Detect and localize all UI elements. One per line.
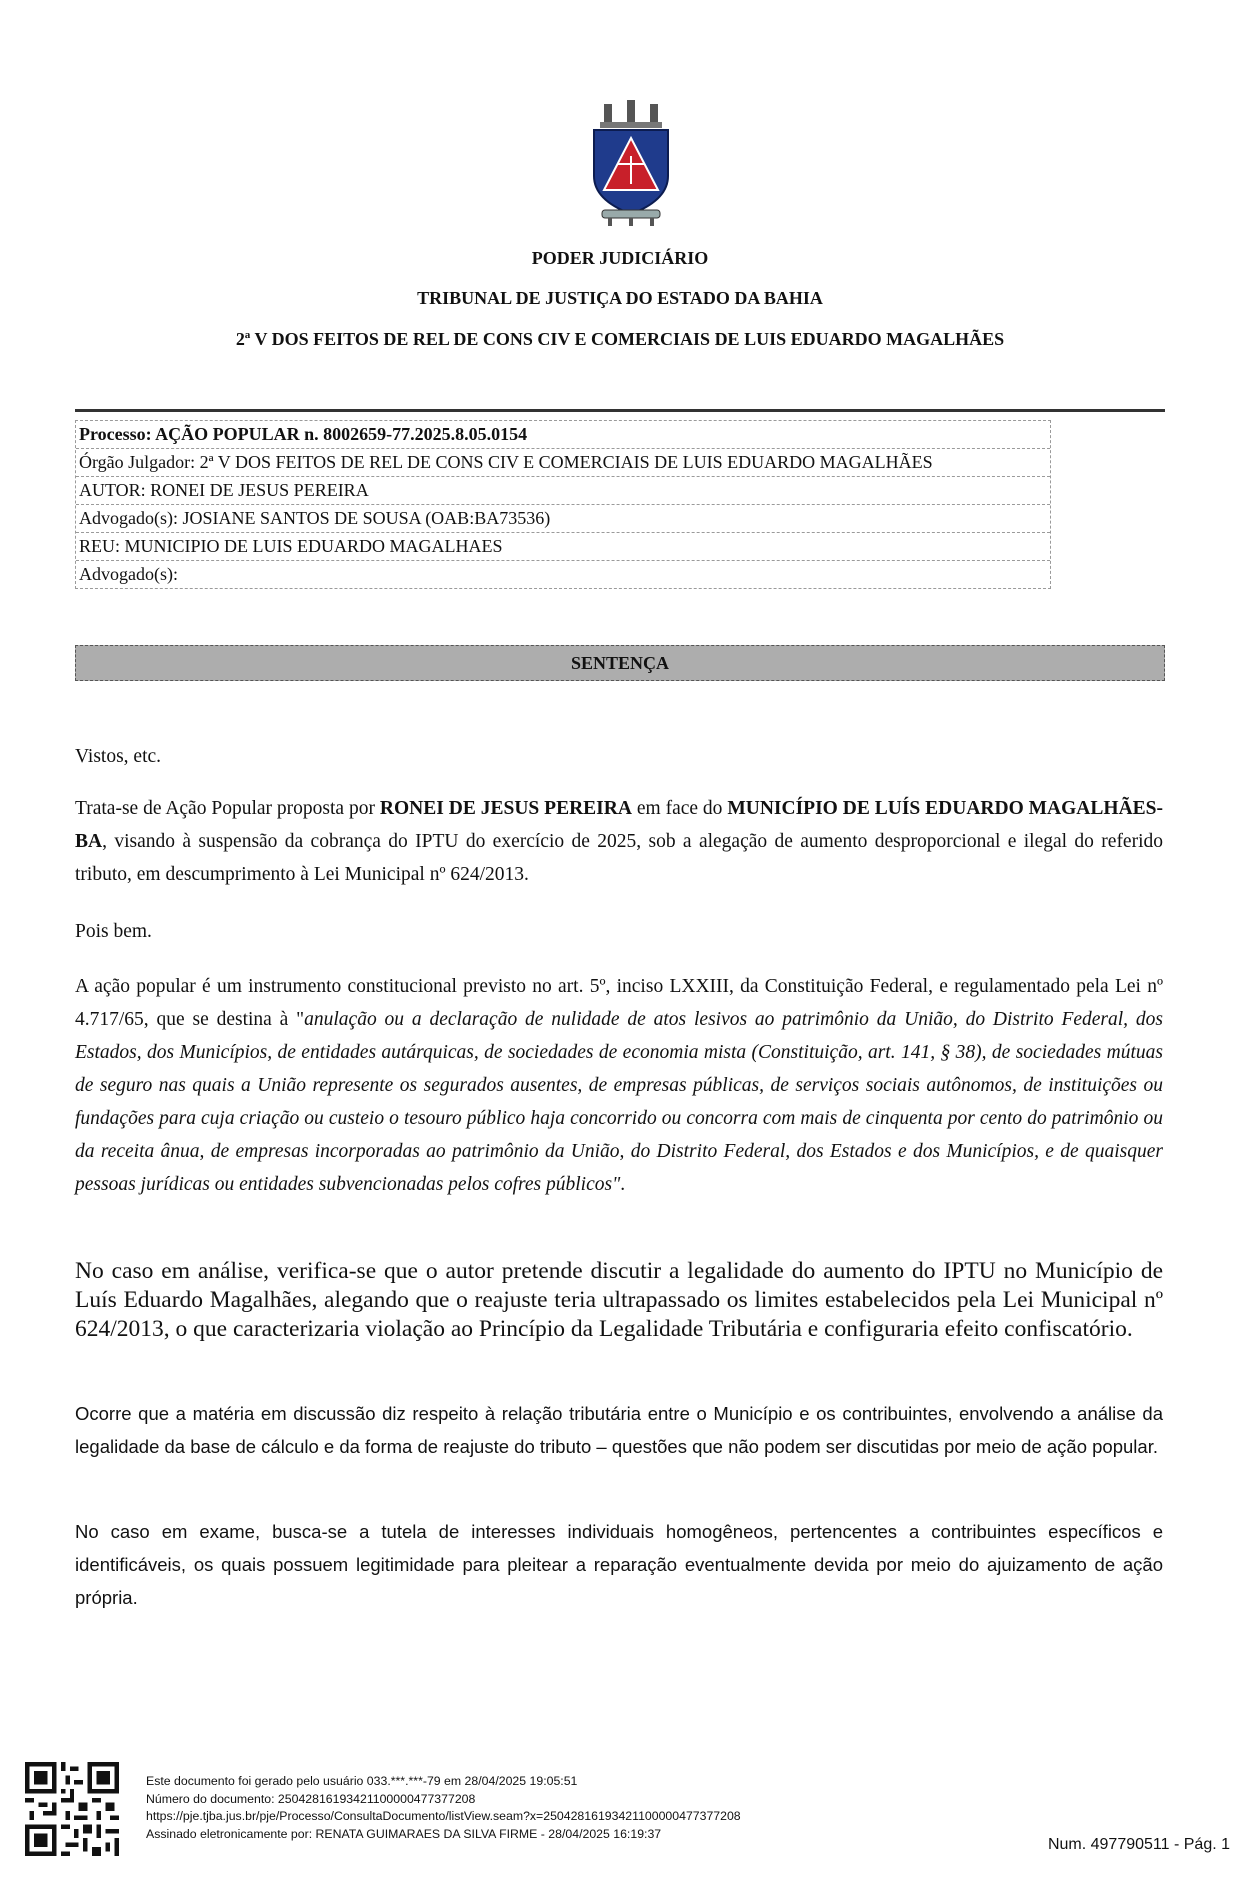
paragraph-acao-popular: A ação popular é um instrumento constitucional previsto no art. 5º, inciso LXXIII, da Constituição Federal, e regulamentado pela Lei nº 4.717/65, que se destina à "anulação ou a declaração de nulidade de atos lesivos ao patrimônio da União, do Distrito Federal, dos Estados, dos Municípios, de entidades autárquicas, de sociedades de economia mista (Constituição, art. 141, § 38), de sociedades mútuas de seguro nas quais a União represente os segurados ausentes, de empresas públicas, de serviços sociais autônomos, de instituições ou fundações para cuja criação ou custeio o tesouro público haja concorrido ou concorra com mais de cinquenta por cento do patrimônio ou da receita ânua, de empresas incorporadas ao patrimônio da União, do Distrito Federal, dos Estados e dos Municípios, e de quaisquer pessoas jurídicas ou entidades subvencionadas pelos cofres públicos". (75, 976, 1163, 1195)
header-vara: 2ª V DOS FEITOS DE REL DE CONS CIV E COMERCIAIS DE LUIS EDUARDO MAGALHÃES (235, 329, 1005, 349)
author-name: RONEI DE JESUS PEREIRA (379, 798, 632, 819)
header-tribunal: TRIBUNAL DE JUSTIÇA DO ESTADO DA BAHIA (417, 288, 823, 308)
paragraph-materia: Ocorre que a matéria em discussão diz respeito à relação tributária entre o Município e os contribuintes, envolvendo a análise da legalidade da base de cálculo e da forma de reajuste do tributo – questões que não podem ser discutidas por meio de ação popular. (75, 1403, 1163, 1457)
paragraph-pois-bem: Pois bem. (75, 921, 152, 942)
footer-generated-by: Este documento foi gerado pelo usuário 033.***.***-79 em 28/04/2025 19:05:51 (146, 1774, 578, 1788)
footer-document-number: Número do documento: 25042816193421100000477377208 (146, 1791, 476, 1806)
case-defendant-lawyer: Advogado(s): (79, 564, 178, 584)
paragraph-vistos: Vistos, etc. (75, 746, 162, 767)
header-poder-judiciario: PODER JUDICIÁRIO (531, 248, 709, 268)
footer-signature: Assinado eletronicamente por: RENATA GUIMARAES DA SILVA FIRME - 28/04/2025 16:19:37 (146, 1826, 662, 1841)
case-author: AUTOR: RONEI DE JESUS PEREIRA (76, 477, 1050, 505)
page-number: Num. 497790511 - Pág. 1 (1047, 1836, 1230, 1853)
case-author-lawyer: Advogado(s): JOSIANE SANTOS DE SOUSA (OAB:BA73536) (76, 505, 1050, 533)
case-defendant: REU: MUNICIPIO DE LUIS EDUARDO MAGALHAES (76, 533, 1050, 561)
paragraph-exame: No caso em exame, busca-se a tutela de interesses individuais homogêneos, pertencentes a contribuintes específicos e identificáveis, os quais possuem legitimidade para pleitear a reparação eventualmente devida por meio do ajuizamento de ação própria. (75, 1521, 1163, 1608)
case-court: Órgão Julgador: 2ª V DOS FEITOS DE REL DE CONS CIV E COMERCIAIS DE LUIS EDUARDO MAGALHÃES (76, 449, 1050, 477)
defendant-name: MUNICÍPIO DE LUÍS EDUARDO MAGALHÃES-BA (75, 798, 1163, 852)
header-divider (75, 409, 1165, 412)
footer-metadata (146, 1773, 741, 1843)
bahia-court-crest-icon (586, 98, 676, 228)
section-title: SENTENÇA (75, 645, 1165, 681)
paragraph-intro: Trata-se de Ação Popular proposta por RONEI DE JESUS PEREIRA em face do MUNICÍPIO DE LUÍS EDUARDO MAGALHÃES-BA, visando à suspensão da cobrança do IPTU do exercício de 2025, sob a alegação de aumento desproporcional e ilegal do referido tributo, em descumprimento à Lei Municipal nº 624/2013. (75, 798, 1163, 885)
paragraph-analise: No caso em análise, verifica-se que o autor pretende discutir a legalidade do aumento do IPTU no Município de Luís Eduardo Magalhães, alegando que o reajuste teria ultrapassado os limites estabelecidos pela Lei Municipal nº 624/2013, o que caracterizaria violação ao Princípio da Legalidade Tributária e configuraria efeito confiscatório. (75, 1258, 1163, 1342)
qr-code-icon (25, 1762, 119, 1856)
case-info-box (75, 420, 1051, 589)
legal-quote: anulação ou a declaração de nulidade de atos lesivos ao patrimônio da União, do Distrito Federal, dos Estados, dos Municípios, de entidades autárquicas, de sociedades de economia mista (Constituição, art. 141, § 38), de sociedades mútuas de seguro nas quais a União represente os segurados ausentes, de empresas públicas, de serviços sociais autônomos, de instituições ou fundações para cuja criação ou custeio o tesouro público haja concorrido ou concorra com mais de cinquenta por cento do patrimônio ou da receita ânua, de empresas incorporadas ao patrimônio da União, do Distrito Federal, dos Estados e dos Municípios, e de quaisquer pessoas jurídicas ou entidades subvencionadas pelos cofres públicos" (75, 1009, 1163, 1195)
case-process: Processo: AÇÃO POPULAR n. 8002659-77.2025.8.05.0154 (76, 421, 1050, 449)
footer-document-link[interactable]: https://pje.tjba.jus.br/pje/Processo/ConsultaDocumento/listView.seam?x=25042816193421100000477377208 (146, 1809, 741, 1823)
